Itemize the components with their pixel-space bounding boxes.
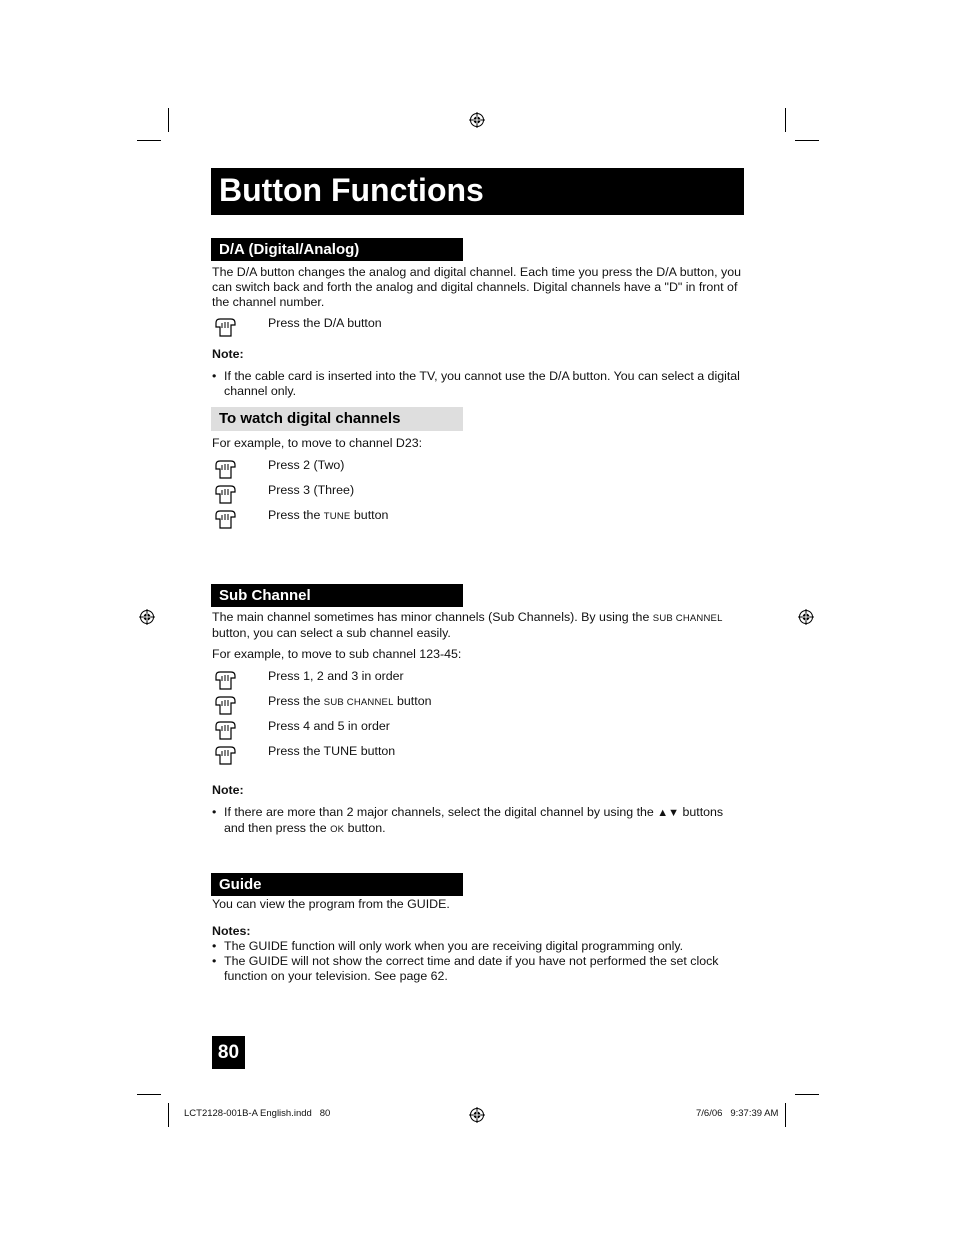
- sub-step-3-text: Press 4 and 5 in order: [268, 719, 390, 733]
- sub-step-4: [212, 742, 712, 766]
- hand-press-icon: [212, 506, 238, 530]
- section-heading-da-label: D/A (Digital/Analog): [219, 241, 360, 258]
- crop-mark: [785, 1103, 786, 1127]
- guide-note-2-text: The GUIDE will not show the correct time and date if you have not performed the set clock function on your television. See page 62.: [224, 954, 719, 983]
- sub-step-4-text: Press the TUNE button: [268, 744, 396, 758]
- footer-file-info: LCT2128-001B-A English.indd 80: [184, 1108, 331, 1119]
- bullet-icon: •: [212, 369, 217, 383]
- sub-step-2-text: [268, 694, 431, 708]
- watch-step-2-text: Press 3 (Three): [268, 483, 355, 497]
- watch-step-1-text: Press 2 (Two): [268, 458, 345, 472]
- page-title: Button Functions: [219, 172, 484, 208]
- sub-step-1: [212, 667, 712, 691]
- guide-description: You can view the program from the GUIDE.: [212, 897, 450, 911]
- da-step-1: [212, 314, 712, 338]
- sub-channel-key-label: SUB CHANNEL: [652, 613, 723, 624]
- section-heading-guide: [211, 873, 463, 896]
- crop-mark: [795, 140, 819, 141]
- hand-press-icon: [212, 692, 238, 716]
- registration-mark-icon: [469, 112, 485, 128]
- guide-note-1: [212, 939, 742, 954]
- watch-step-3: [212, 506, 712, 530]
- watch-intro: For example, to move to channel D23:: [212, 436, 423, 450]
- hand-press-icon: [212, 456, 238, 480]
- bullet-icon: •: [212, 805, 217, 819]
- guide-notes-label: Notes:: [212, 924, 251, 938]
- ok-key-label: OK: [330, 824, 345, 835]
- page-number: 80: [212, 1036, 245, 1069]
- crop-mark: [137, 1094, 161, 1095]
- sub-description-pre: The main channel sometimes has minor channels (Sub Channels). By using the: [212, 610, 653, 624]
- sub-step-2: [212, 692, 712, 716]
- crop-mark: [137, 140, 161, 141]
- footer-date-info: 7/6/06 9:37:39 AM: [696, 1108, 779, 1119]
- sub-note-1: [212, 805, 742, 837]
- hand-press-icon: [212, 667, 238, 691]
- bullet-icon: •: [212, 954, 217, 968]
- crop-mark: [168, 1103, 169, 1127]
- sub-channel-key-label: SUB CHANNEL: [323, 697, 394, 708]
- sub-note-label: Note:: [212, 783, 244, 797]
- da-note-1-text: If the cable card is inserted into the TV, you cannot use the D/A button. You can select a digital channel only.: [224, 369, 740, 398]
- watch-step-2: [212, 481, 712, 505]
- sub-description-post: button, you can select a sub channel easily.: [212, 626, 451, 640]
- watch-step-1: [212, 456, 712, 480]
- section-heading-da: [211, 238, 463, 261]
- guide-note-1-text: The GUIDE function will only work when you are receiving digital programming only.: [224, 939, 684, 953]
- sub-description: [212, 610, 742, 641]
- bullet-icon: •: [212, 939, 217, 953]
- registration-mark-icon: [139, 609, 155, 625]
- hand-press-icon: [212, 742, 238, 766]
- sub-note-1-mid: buttons and then press the: [224, 805, 724, 835]
- watch-step-3-post: button: [350, 508, 389, 522]
- up-down-arrows-icon: ▲▼: [657, 807, 680, 819]
- section-heading-guide-label: Guide: [219, 876, 262, 893]
- section-heading-watch-digital-label: To watch digital channels: [219, 410, 401, 427]
- tune-key-label: TUNE: [323, 511, 351, 522]
- section-heading-sub-channel: [211, 584, 463, 607]
- sub-step-2-post: button: [393, 694, 432, 708]
- registration-mark-icon: [469, 1107, 485, 1123]
- sub-note-1-pre: If there are more than 2 major channels, select the digital channel by using the: [224, 805, 658, 819]
- section-heading-sub-channel-label: Sub Channel: [219, 587, 311, 604]
- crop-mark: [795, 1094, 819, 1095]
- da-note-1: [212, 369, 742, 399]
- registration-mark-icon: [798, 609, 814, 625]
- sub-step-1-text: Press 1, 2 and 3 in order: [268, 669, 404, 683]
- section-heading-watch-digital: [211, 407, 463, 431]
- hand-press-icon: [212, 481, 238, 505]
- crop-mark: [785, 108, 786, 132]
- sub-note-1-post: button.: [344, 821, 386, 835]
- da-note-label: Note:: [212, 347, 244, 361]
- da-description: The D/A button changes the analog and digital channel. Each time you press the D/A button, you can switch back and forth the analog and digital channels. Digital channels have a "D" in front of the channel number.: [212, 265, 742, 309]
- sub-step-3: [212, 717, 712, 741]
- hand-press-icon: [212, 314, 238, 338]
- da-step-1-text: Press the D/A button: [268, 316, 382, 330]
- page-title-bar: [211, 168, 744, 215]
- guide-note-2: [212, 954, 742, 984]
- crop-mark: [168, 108, 169, 132]
- sub-intro: For example, to move to sub channel 123-45:: [212, 647, 462, 661]
- watch-step-3-text: [268, 508, 388, 522]
- sub-step-2-pre: Press the: [268, 694, 324, 708]
- watch-step-3-pre: Press the: [268, 508, 324, 522]
- hand-press-icon: [212, 717, 238, 741]
